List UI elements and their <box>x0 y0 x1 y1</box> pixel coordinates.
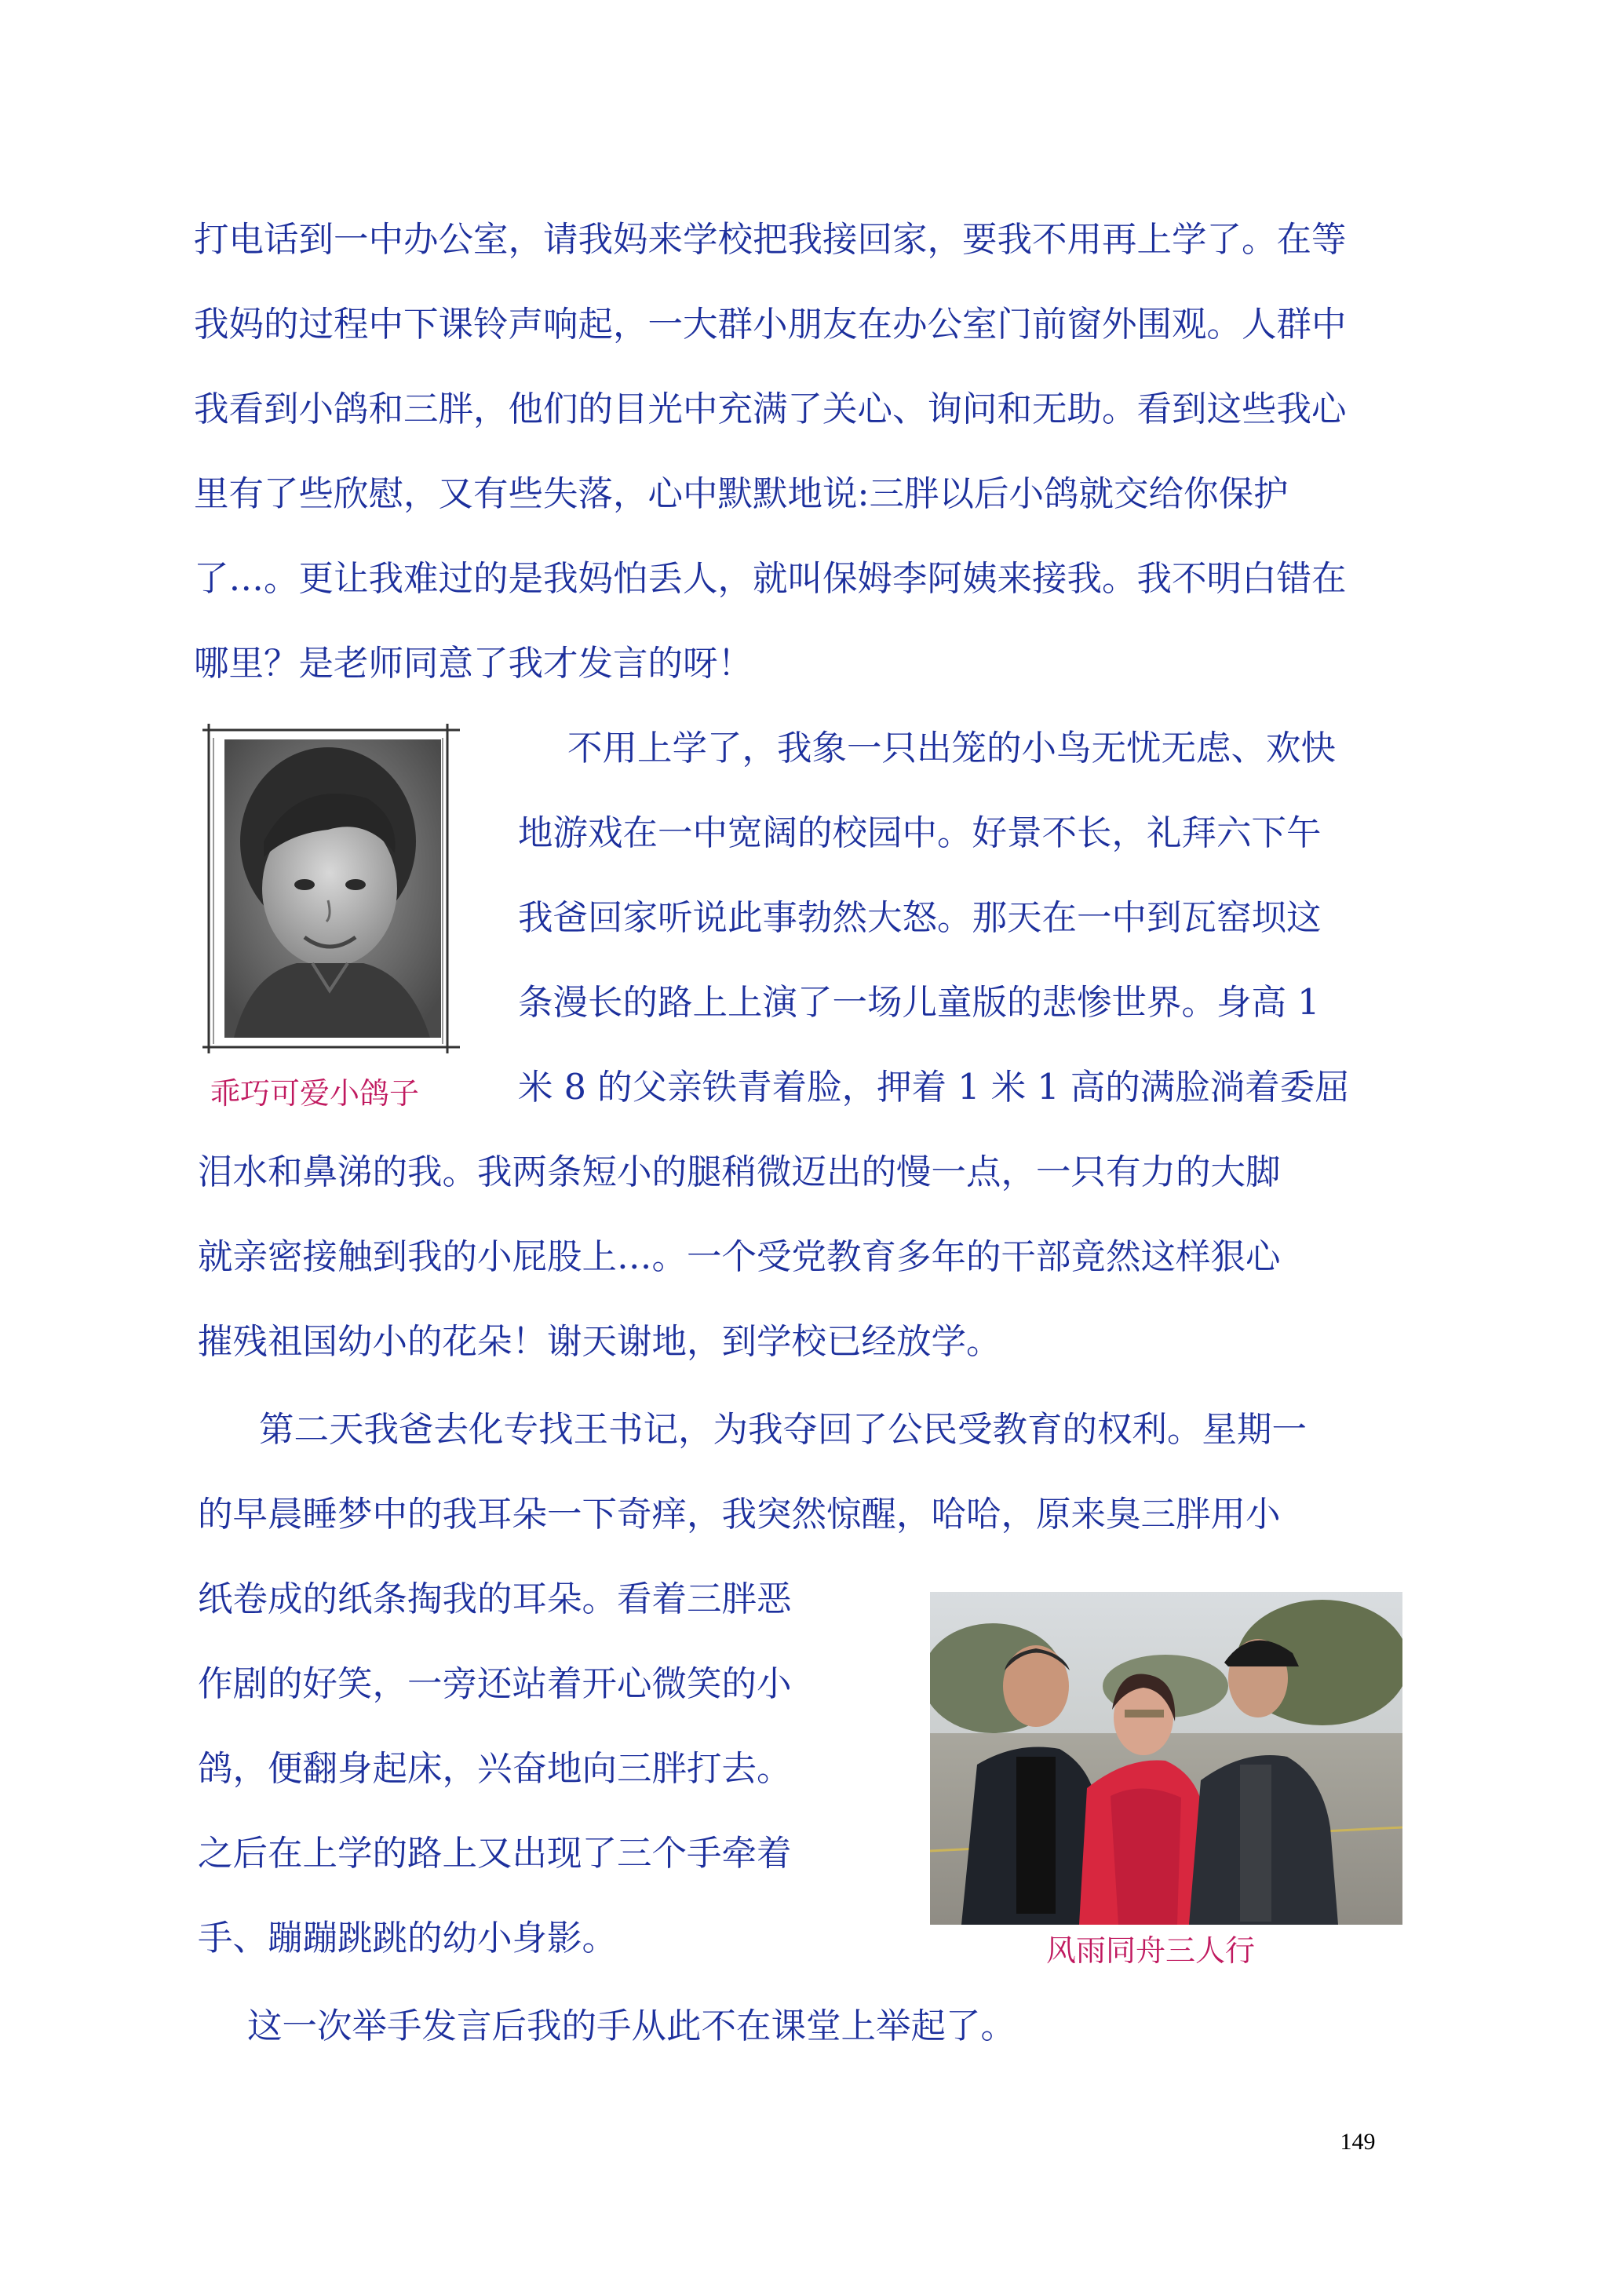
paragraph-1-line: 了…。更让我难过的是我妈怕丢人，就叫保姆李阿姨来接我。我不明白错在 <box>194 559 1347 599</box>
paragraph-2-line: 地游戏在一中宽阔的校园中。好景不长，礼拜六下午 <box>518 813 1322 853</box>
paragraph-2-line: 就亲密接触到我的小屁股上…。一个受党教育多年的干部竟然这样狠心 <box>198 1237 1281 1277</box>
group-photo <box>930 1592 1402 1925</box>
paragraph-2-line: 泪水和鼻涕的我。我两条短小的腿稍微迈出的慢一点，一只有力的大脚 <box>198 1152 1281 1192</box>
portrait-caption: 乖巧可爱小鸽子 <box>210 1076 420 1111</box>
paragraph-2-line: 条漫长的路上上演了一场儿童版的悲惨世界。身高 1 <box>518 983 1320 1023</box>
page-number: 149 <box>1340 2129 1376 2155</box>
paragraph-2-line: 米 8 的父亲铁青着脸，押着 1 米 1 高的满脸淌着委屈 <box>518 1068 1350 1108</box>
paragraph-3-line: 作剧的好笑，一旁还站着开心微笑的小 <box>198 1664 792 1704</box>
paragraph-3-line: 手、蹦蹦跳跳的幼小身影。 <box>198 1918 618 1958</box>
paragraph-2-line: 我爸回家听说此事勃然大怒。那天在一中到瓦窑坝这 <box>518 898 1322 938</box>
paragraph-2-line: 摧残祖国幼小的花朵！谢天谢地，到学校已经放学。 <box>198 1322 1001 1362</box>
portrait-photo <box>202 724 460 1053</box>
paragraph-3-line: 的早晨睡梦中的我耳朵一下奇痒，我突然惊醒，哈哈，原来臭三胖用小 <box>198 1495 1281 1535</box>
paragraph-3-line: 鸽，便翻身起床，兴奋地向三胖打去。 <box>198 1749 792 1789</box>
paragraph-1-line: 我看到小鸽和三胖，他们的目光中充满了关心、询问和无助。看到这些我心 <box>194 389 1347 429</box>
paragraph-1-line: 打电话到一中办公室，请我妈来学校把我接回家，要我不用再上学了。在等 <box>194 220 1347 260</box>
paragraph-1-line: 里有了些欣慰，又有些失落，心中默默地说:三胖以后小鸽就交给你保护 <box>194 474 1289 514</box>
paragraph-1-line: 我妈的过程中下课铃声响起，一大群小朋友在办公室门前窗外围观。人群中 <box>194 305 1347 345</box>
group-caption: 风雨同舟三人行 <box>1046 1933 1256 1968</box>
paragraph-3-line: 之后在上学的路上又出现了三个手牵着 <box>198 1834 792 1874</box>
paragraph-1-line: 哪里？是老师同意了我才发言的呀！ <box>194 644 753 684</box>
paragraph-2-line: 不用上学了，我象一只出笼的小鸟无忧无虑、欢快 <box>567 728 1337 768</box>
paragraph-3-line: 第二天我爸去化专找王书记，为我夺回了公民受教育的权利。星期一 <box>259 1410 1308 1450</box>
paragraph-3-line: 纸卷成的纸条掏我的耳朵。看着三胖恶 <box>198 1579 792 1619</box>
paragraph-4-line: 这一次举手发言后我的手从此不在课堂上举起了。 <box>247 2006 1016 2046</box>
